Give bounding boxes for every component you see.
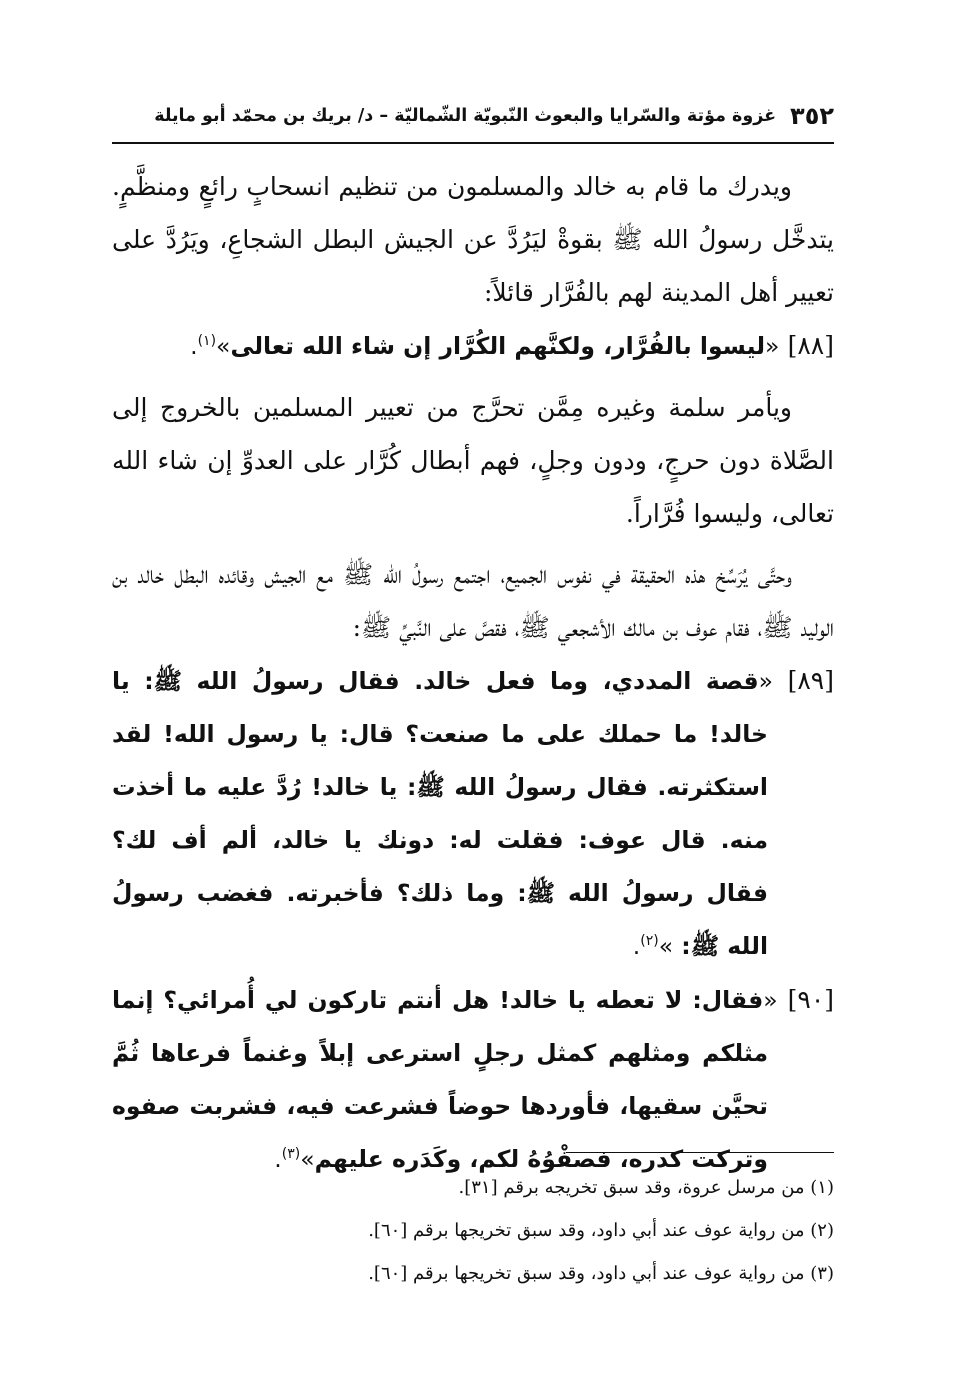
page-number: ٣٥٢ (790, 102, 834, 130)
close-quote: » (216, 332, 231, 360)
close-quote: » (300, 1145, 315, 1173)
hadith-text: فقال: لا تعطه يا خالد! هل أنتم تاركون لي أُمرائي؟ إنما مثلكم ومثلهم كمثل رجلٍ استرعى إبلاً وغنماً فرعاها ثُمَّ تحيَّن سقيها، فأوردها حوضاً فشرعت فيه، فشربت صفوه وتركت كدره، فصفْوُهُ لكم، وكَدَره عليهم (112, 986, 768, 1173)
footnote-1: (١) من مرسل عروة، وقد سبق تخريجه برقم [٣١]. (458, 1177, 834, 1198)
hadith-number: [٨٩] (787, 666, 834, 695)
running-title: غزوة مؤتة والسّرايا والبعوث النّبويّة الشّماليّة – د/ بريك بن محمّد أبو مايلة (154, 106, 777, 126)
open-quote: « (758, 667, 774, 695)
open-quote: « (763, 986, 778, 1014)
paragraph-3: وحتَّى يُرَسِّخ هذه الحقيقة في نفوس الجميع، اجتمع رسولُ الله ﷺ مع الجيش وقائده البطل خالد بن الوليد ﷺ، فقام عوف بن مالك الأشجعي ﷺ، فقصَّ على النَّبيِّ ﷺ: (112, 560, 834, 642)
footnote-3: (٣) من رواية عوف عند أبي داود، وقد سبق تخريجها برقم [٦٠]. (368, 1263, 834, 1284)
footnote-ref: (١) (197, 333, 217, 350)
end-mark: . (632, 932, 641, 960)
hadith-89 (112, 654, 834, 973)
running-header (112, 86, 834, 136)
hadith-number: [٨٨] (787, 331, 834, 360)
hadith-text: قصة المددي، وما فعل خالد. فقال رسولُ الله ﷺ: يا خالد! ما حملك على ما صنعت؟ قال: يا رسول الله! لقد استكثرته. فقال رسولُ الله ﷺ: يا خالد! رُدَّ عليه ما أخذت منه. قال عوف: فقلت له: دونك يا خالد، ألم أف لك؟ فقال رسولُ الله ﷺ: وما ذلك؟ فأخبرته. فغضب رسولُ الله ﷺ: (112, 667, 768, 960)
paragraph-2: ويأمر سلمة وغيره مِمَّن تحرَّج من تعيير المسلمين بالخروج إلى الصَّلاة دون حرجٍ، ودون وجلٍ، فهم أبطال كُرَّار على العدوِّ إن شاء الله تعالى، وليسوا فُرَّاراً. (112, 393, 834, 528)
hadith-90 (112, 973, 834, 1186)
footnotes (112, 1166, 834, 1295)
open-quote: « (765, 332, 780, 360)
close-quote: » (658, 932, 674, 960)
footnote-rule (566, 1152, 834, 1153)
footnote-ref: (٣) (281, 1146, 301, 1163)
main-text (112, 160, 834, 1186)
hadith-88 (112, 319, 834, 373)
end-mark: . (274, 1145, 282, 1173)
footnote-ref: (٢) (640, 933, 659, 950)
hadith-number: [٩٠] (787, 985, 835, 1014)
hadith-text: ليسوا بالفُرَّار، ولكنَّهم الكُرَّار إن شاء الله تعالى (230, 332, 766, 360)
end-mark: . (190, 332, 198, 360)
header-rule (112, 142, 834, 144)
paragraph-1: ويدرك ما قام به خالد والمسلمون من تنظيم انسحابٍ رائعٍ ومنظَّمٍ. يتدخَّل رسولُ الله ﷺ بقوةْ ليَرُدَّ عن الجيش البطل الشجاعِ، ويَرُدَّ على تعيير أهل المدينة لهم بالفُرَّار قائلاً: (112, 172, 834, 307)
book-page (112, 86, 834, 1326)
footnote-2: (٢) من رواية عوف عند أبي داود، وقد سبق تخريجها برقم [٦٠]. (368, 1220, 834, 1241)
